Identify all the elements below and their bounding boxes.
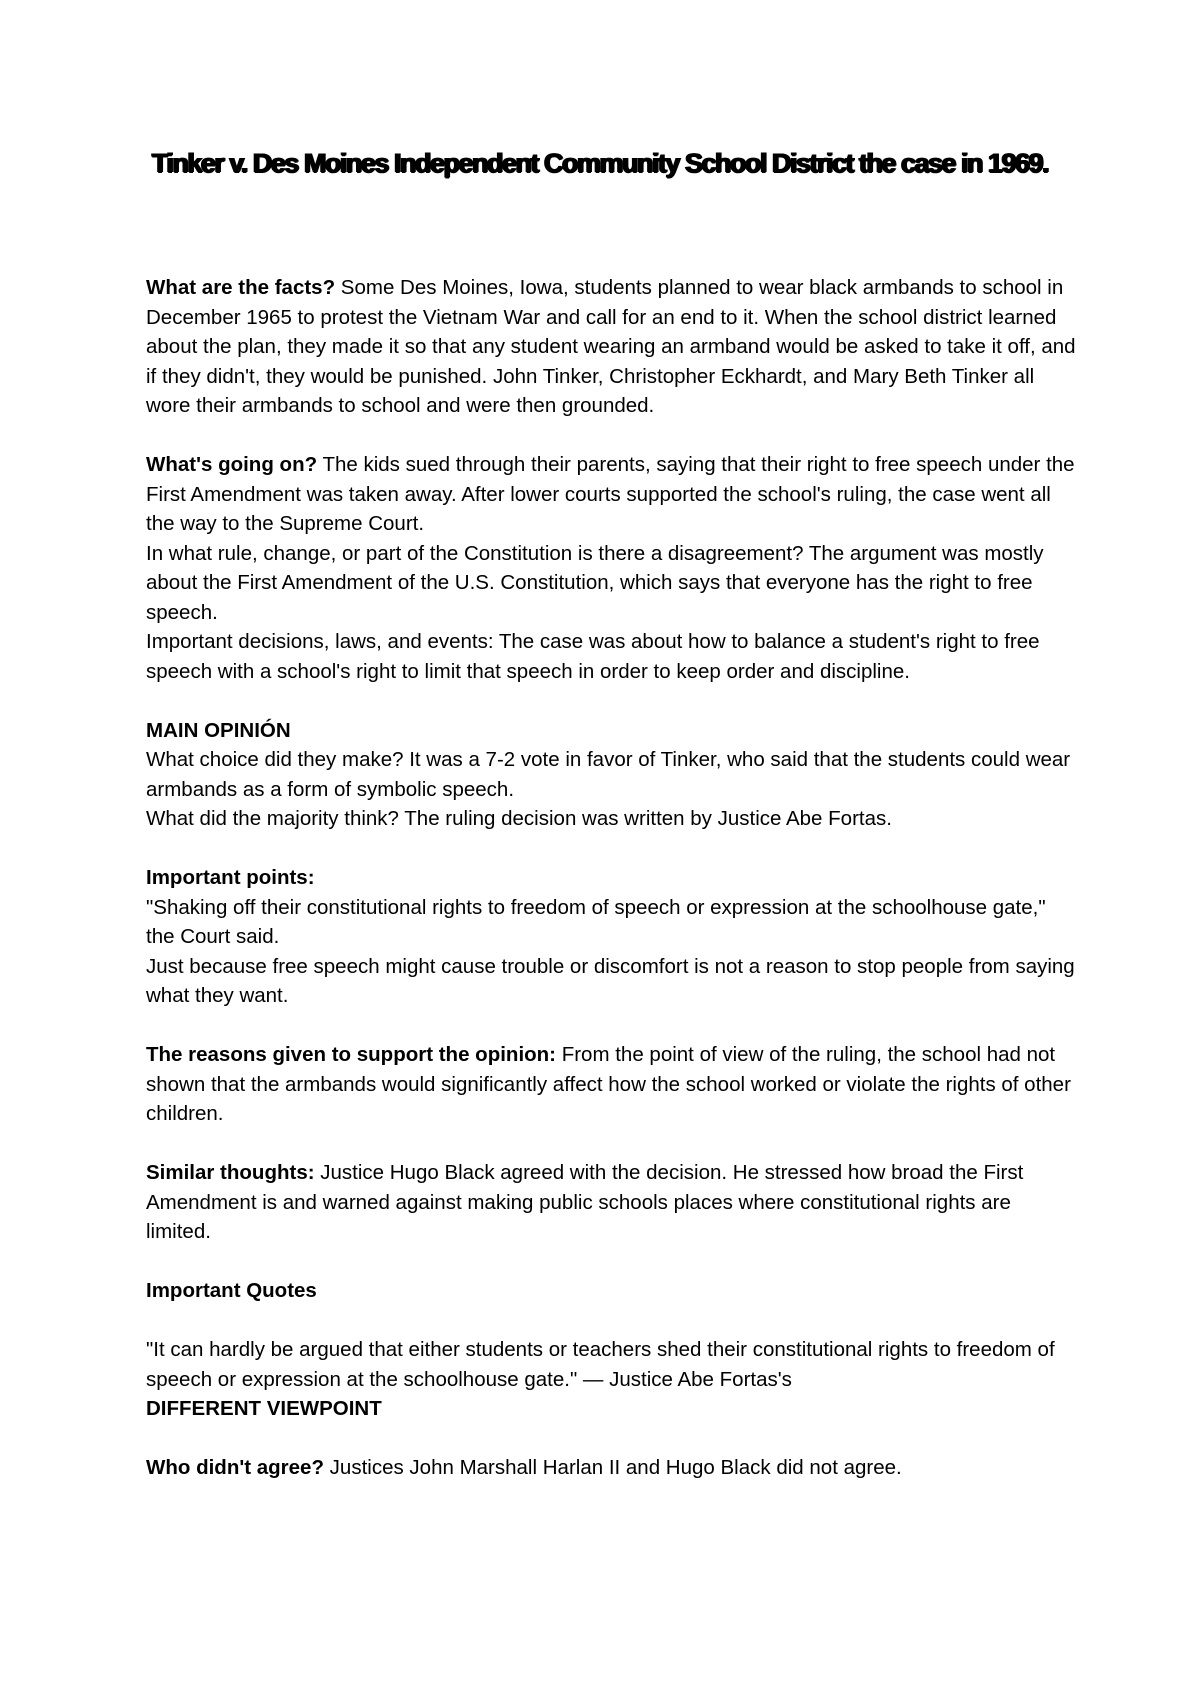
main-opinion-heading: MAIN OPINIÓN — [146, 718, 291, 742]
facts-label: What are the facts? — [146, 276, 336, 299]
disagreement-paragraph: In what rule, change, or part of the Constitution is there a disagreement? The argument was mostly about the First Amendment of the U.S. Constitution, which says that everyone has the right to free speech. — [146, 541, 1044, 624]
reasons-text: From the point of view of the ruling, the school had not shown that the armbands would significantly affect how the school worked or violate the rights of other children. — [146, 1043, 1071, 1125]
dissent-label: Who didn't agree? — [146, 1456, 324, 1479]
point-two: Just because free speech might cause trouble or discomfort is not a reason to stop people from saying what they want. — [146, 954, 1075, 1007]
important-quotes-heading: Important Quotes — [146, 1279, 317, 1302]
point-one: "Shaking off their constitutional rights to freedom of speech or expression at the schoolhouse gate," the Court said. — [146, 895, 1046, 948]
similar-paragraph — [146, 1158, 1076, 1247]
dissent-text: Justices John Marshall Harlan II and Hugo Black did not agree. — [323, 1456, 902, 1479]
going-on-paragraph — [146, 450, 1076, 539]
decisions-paragraph: Important decisions, laws, and events: The case was about how to balance a student's right to free speech with a school's right to limit that speech in order to keep order and discipline. — [146, 630, 1040, 683]
facts-paragraph — [146, 273, 1076, 421]
choice-paragraph: What choice did they make? It was a 7-2 vote in favor of Tinker, who said that the students could wear armbands as a form of symbolic speech. — [146, 748, 1071, 801]
document-title: Tinker v. Des Moines Independent Community School District the case in 1969. — [151, 148, 1049, 178]
important-points-heading: Important points: — [146, 866, 315, 889]
similar-label: Similar thoughts: — [146, 1161, 315, 1184]
different-viewpoint-heading: DIFFERENT VIEWPOINT — [146, 1397, 382, 1420]
reasons-paragraph — [146, 1040, 1076, 1129]
reasons-label: The reasons given to support the opinion: — [146, 1043, 557, 1066]
document-body — [146, 273, 1076, 1483]
majority-paragraph: What did the majority think? The ruling decision was written by Justice Abe Fortas. — [146, 807, 892, 830]
similar-text: Justice Hugo Black agreed with the decision. He stressed how broad the First Amendment is and warned against making public schools places where constitutional rights are limited. — [146, 1161, 1024, 1243]
going-on-text: The kids sued through their parents, saying that their right to free speech under the First Amendment was taken away. After lower courts supported the school's ruling, the case went all the way to the Supreme Court. — [146, 453, 1075, 535]
dissent-paragraph — [146, 1453, 1076, 1483]
facts-text: Some Des Moines, Iowa, students planned to wear black armbands to school in December 1965 to protest the Vietnam War and call for an end to it. When the school district learned about the plan, they made it so that any student wearing an armband would be asked to take it off, and if they didn't, they would be punished. John Tinker, Christopher Eckhardt, and Mary Beth Tinker all wore their armbands to school and were then grounded. — [146, 276, 1076, 417]
quote-paragraph: "It can hardly be argued that either students or teachers shed their constitutional rights to freedom of speech or expression at the schoolhouse gate." — Justice Abe Fortas's — [146, 1338, 1055, 1391]
going-on-label: What's going on? — [146, 453, 318, 476]
